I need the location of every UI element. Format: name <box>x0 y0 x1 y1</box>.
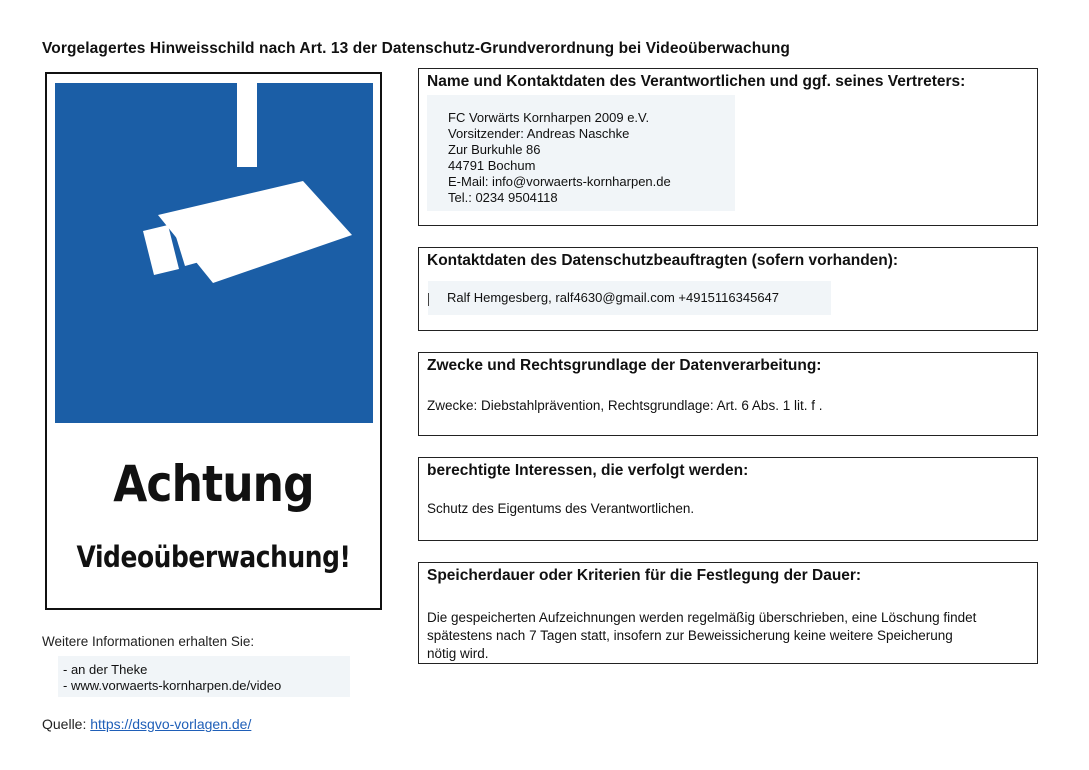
dpo-contact-text: Ralf Hemgesberg, ralf4630@gmail.com +4915116345647 <box>447 290 780 305</box>
text-line: nötig wird. <box>427 646 489 661</box>
page-title: Vorgelagertes Hinweisschild nach Art. 13 der Datenschutz-Grundverordnung bei Videoüberwachung <box>42 40 790 57</box>
controller-contact-field[interactable] <box>427 95 735 211</box>
section-heading: Name und Kontaktdaten des Verantwortlichen und ggf. seines Vertreters: <box>427 73 966 90</box>
contact-line: FC Vorwärts Kornharpen 2009 e.V. <box>448 110 650 125</box>
contact-line: Zur Burkuhle 86 <box>448 142 541 157</box>
dpo-section <box>418 247 1038 331</box>
section-heading: Kontaktdaten des Datenschutzbeauftragten (sofern vorhanden): <box>427 252 899 269</box>
text-line: spätestens nach 7 Tagen statt, insofern zur Beweissicherung keine weitere Speicherung <box>427 628 953 643</box>
sign-subline: Videoüberwachung! <box>76 540 351 574</box>
source-link[interactable]: https://dsgvo-vorlagen.de/ <box>90 716 252 732</box>
section-heading: Zwecke und Rechtsgrundlage der Datenverarbeitung: <box>427 357 822 374</box>
purposes-section <box>418 352 1038 436</box>
list-item: - an der Theke <box>63 662 148 677</box>
section-heading: berechtigte Interessen, die verfolgt werden: <box>427 462 749 479</box>
section-heading: Speicherdauer oder Kriterien für die Festlegung der Dauer: <box>427 567 862 584</box>
video-surveillance-sign <box>45 72 382 610</box>
further-info-label: Weitere Informationen erhalten Sie: <box>42 634 255 649</box>
source-line <box>42 716 251 732</box>
interests-text: Schutz des Eigentums des Verantwortlichen. <box>427 501 695 516</box>
controller-section <box>418 68 1038 226</box>
cctv-camera-icon <box>55 83 373 423</box>
retention-section <box>418 562 1038 664</box>
contact-line: E-Mail: info@vorwaerts-kornharpen.de <box>448 174 671 189</box>
sign-headline: Achtung <box>113 455 314 513</box>
contact-line: Vorsitzender: Andreas Naschke <box>448 126 630 141</box>
text-line: Die gespeicherten Aufzeichnungen werden regelmäßig überschrieben, eine Löschung findet <box>427 610 977 625</box>
sign-blue-panel <box>55 83 373 423</box>
contact-line: Tel.: 0234 9504118 <box>448 190 558 205</box>
source-label: Quelle: <box>42 716 87 732</box>
list-item: - www.vorwaerts-kornharpen.de/video <box>63 678 282 693</box>
dpo-contact-field[interactable] <box>428 281 831 315</box>
interests-section <box>418 457 1038 541</box>
text-cursor <box>428 293 429 306</box>
further-info-list <box>58 656 350 697</box>
contact-line: 44791 Bochum <box>448 158 536 173</box>
purposes-text: Zwecke: Diebstahlprävention, Rechtsgrundlage: Art. 6 Abs. 1 lit. f . <box>427 398 823 413</box>
retention-text <box>427 609 976 663</box>
